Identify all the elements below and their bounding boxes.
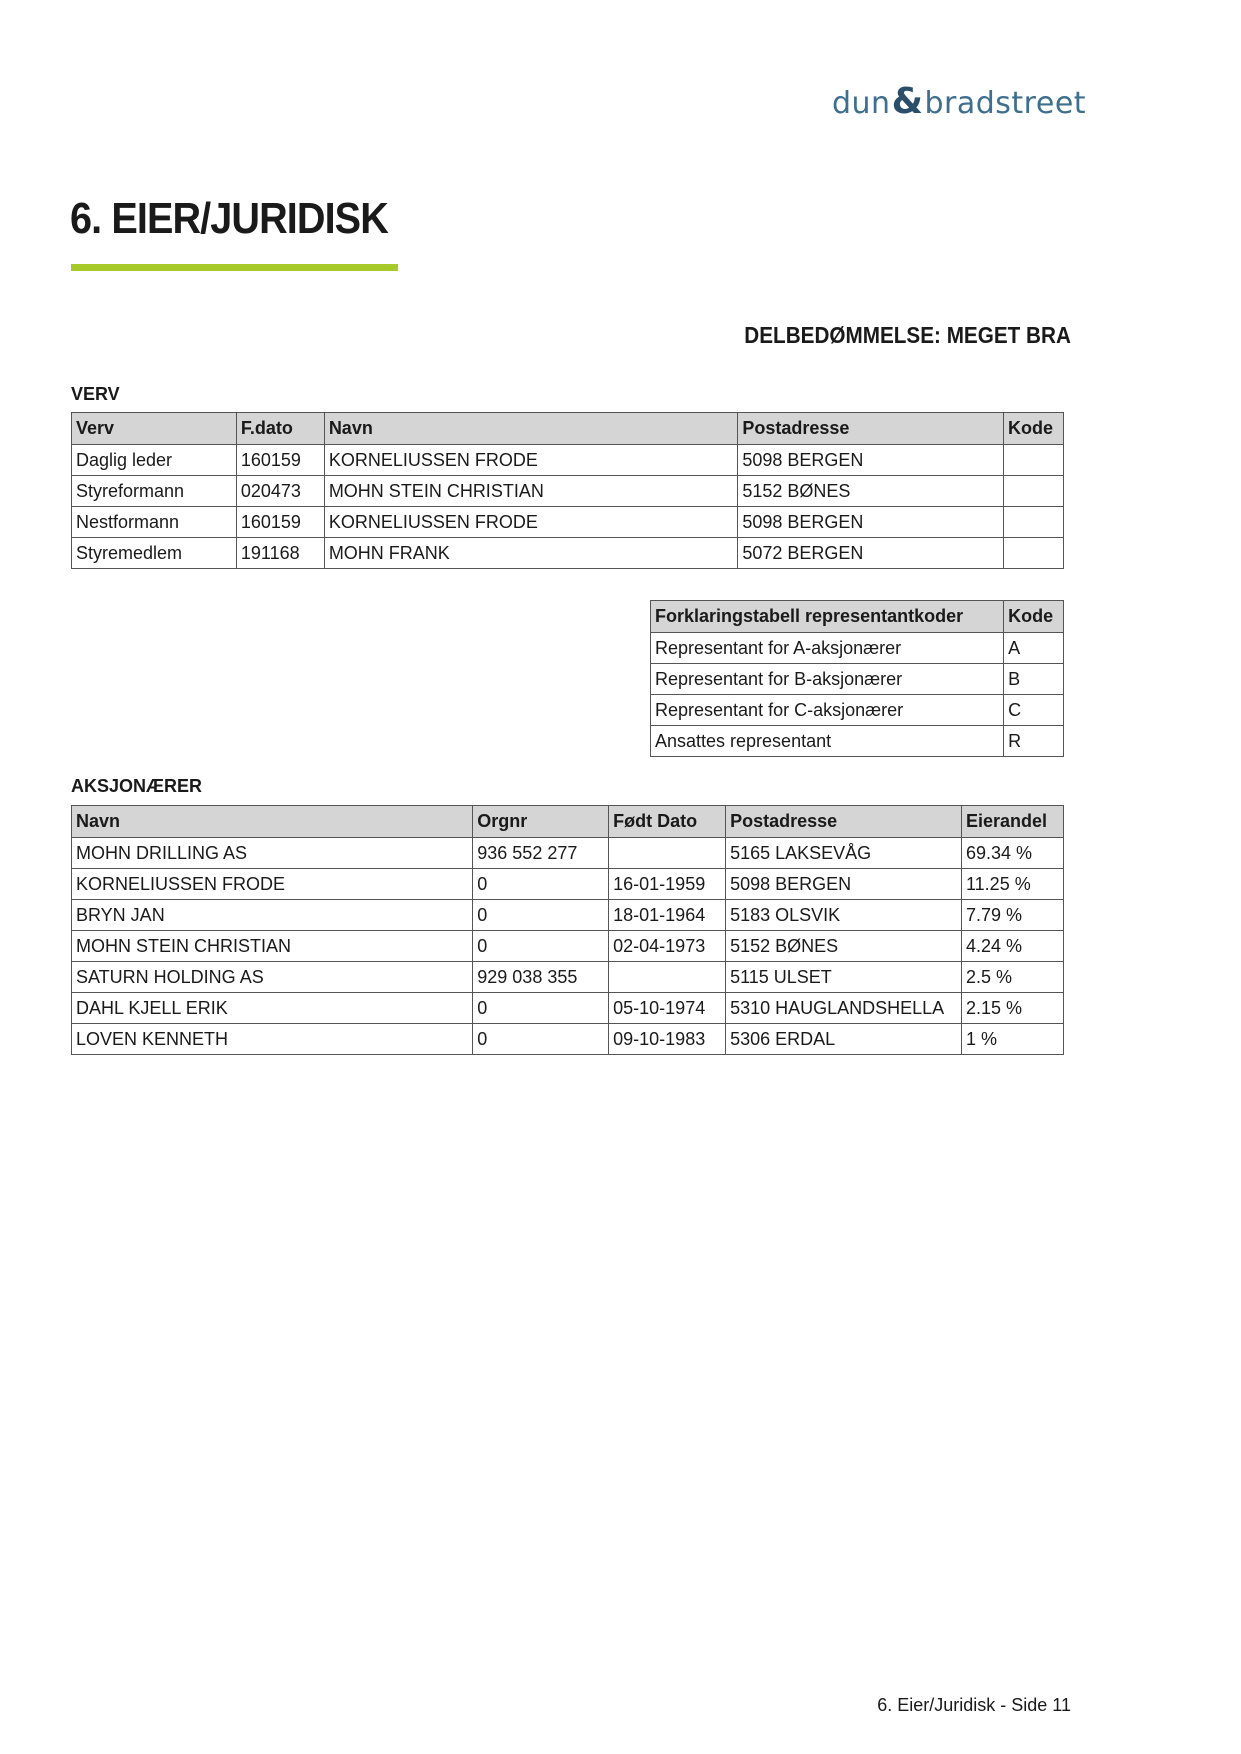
- table-cell: 5098 BERGEN: [738, 445, 1004, 476]
- dun-bradstreet-logo: [832, 82, 1086, 122]
- table-cell: [1003, 445, 1063, 476]
- verv-header-cell: Kode: [1003, 413, 1063, 445]
- table-cell: MOHN DRILLING AS: [72, 838, 473, 869]
- table-row: [72, 993, 1064, 1024]
- shareholders-header-cell: Eierandel: [962, 806, 1064, 838]
- table-cell: Nestformann: [72, 507, 237, 538]
- table-cell: 5183 OLSVIK: [726, 900, 962, 931]
- table-cell: 05-10-1974: [609, 993, 726, 1024]
- page-footer: 6. Eier/Juridisk - Side 11: [877, 1695, 1071, 1715]
- shareholders-table: [71, 805, 1064, 1055]
- table-cell: 5165 LAKSEVÅG: [726, 838, 962, 869]
- table-cell: KORNELIUSSEN FRODE: [72, 869, 473, 900]
- table-row: [72, 962, 1064, 993]
- table-cell: R: [1004, 726, 1064, 757]
- table-cell: 09-10-1983: [609, 1024, 726, 1055]
- table-cell: 5310 HAUGLANDSHELLA: [726, 993, 962, 1024]
- table-row: [651, 633, 1064, 664]
- table-cell: 5152 BØNES: [738, 476, 1004, 507]
- verv-header-cell: Navn: [324, 413, 738, 445]
- logo-ampersand: &: [891, 81, 924, 122]
- table-cell: 929 038 355: [473, 962, 609, 993]
- table-cell: 5098 BERGEN: [738, 507, 1004, 538]
- table-cell: Styremedlem: [72, 538, 237, 569]
- table-cell: MOHN STEIN CHRISTIAN: [324, 476, 738, 507]
- table-cell: Representant for A-aksjonærer: [651, 633, 1004, 664]
- page-title: 6. EIER/JURIDISK: [70, 194, 388, 243]
- table-cell: 5072 BERGEN: [738, 538, 1004, 569]
- rating-label: DELBEDØMMELSE: MEGET BRA: [744, 322, 1071, 348]
- table-cell: A: [1004, 633, 1064, 664]
- table-cell: 5098 BERGEN: [726, 869, 962, 900]
- table-row: [72, 507, 1064, 538]
- table-cell: BRYN JAN: [72, 900, 473, 931]
- verv-header-cell: F.dato: [236, 413, 324, 445]
- table-cell: 160159: [236, 507, 324, 538]
- table-cell: Daglig leder: [72, 445, 237, 476]
- table-cell: 0: [473, 900, 609, 931]
- table-row: [651, 695, 1064, 726]
- table-cell: [1003, 507, 1063, 538]
- table-cell: Representant for B-aksjonærer: [651, 664, 1004, 695]
- shareholders-header-row: [72, 806, 1064, 838]
- table-cell: Styreformann: [72, 476, 237, 507]
- table-cell: KORNELIUSSEN FRODE: [324, 445, 738, 476]
- verv-header-row: [72, 413, 1064, 445]
- table-cell: MOHN FRANK: [324, 538, 738, 569]
- table-cell: SATURN HOLDING AS: [72, 962, 473, 993]
- table-cell: 69.34 %: [962, 838, 1064, 869]
- table-cell: 5152 BØNES: [726, 931, 962, 962]
- table-cell: 2.15 %: [962, 993, 1064, 1024]
- table-cell: 0: [473, 869, 609, 900]
- table-row: [72, 1024, 1064, 1055]
- verv-header-cell: Verv: [72, 413, 237, 445]
- table-cell: 0: [473, 993, 609, 1024]
- verv-section-label: VERV: [71, 384, 120, 404]
- logo-text-dun: dun: [832, 86, 891, 121]
- table-row: [72, 869, 1064, 900]
- codes-header-cell: Forklaringstabell representantkoder: [651, 601, 1004, 633]
- representative-codes-table: [650, 600, 1064, 757]
- table-cell: 5306 ERDAL: [726, 1024, 962, 1055]
- table-row: [72, 838, 1064, 869]
- table-cell: 16-01-1959: [609, 869, 726, 900]
- table-cell: KORNELIUSSEN FRODE: [324, 507, 738, 538]
- title-underline: [71, 264, 398, 271]
- table-cell: LOVEN KENNETH: [72, 1024, 473, 1055]
- codes-header-cell: Kode: [1004, 601, 1064, 633]
- table-cell: 160159: [236, 445, 324, 476]
- table-cell: 2.5 %: [962, 962, 1064, 993]
- table-cell: 11.25 %: [962, 869, 1064, 900]
- table-cell: C: [1004, 695, 1064, 726]
- table-row: [72, 476, 1064, 507]
- table-cell: [609, 962, 726, 993]
- table-cell: DAHL KJELL ERIK: [72, 993, 473, 1024]
- shareholders-header-cell: Navn: [72, 806, 473, 838]
- table-cell: 020473: [236, 476, 324, 507]
- shareholders-header-cell: Orgnr: [473, 806, 609, 838]
- table-cell: Representant for C-aksjonærer: [651, 695, 1004, 726]
- aksjonaerer-section-label: AKSJONÆRER: [71, 776, 203, 796]
- table-cell: Ansattes representant: [651, 726, 1004, 757]
- verv-header-cell: Postadresse: [738, 413, 1004, 445]
- table-cell: 191168: [236, 538, 324, 569]
- table-row: [651, 664, 1064, 695]
- logo-text-bradstreet: bradstreet: [924, 86, 1087, 121]
- table-cell: 4.24 %: [962, 931, 1064, 962]
- table-cell: 02-04-1973: [609, 931, 726, 962]
- shareholders-header-cell: Postadresse: [726, 806, 962, 838]
- table-cell: [1003, 476, 1063, 507]
- table-cell: 5115 ULSET: [726, 962, 962, 993]
- table-cell: 18-01-1964: [609, 900, 726, 931]
- table-row: [72, 445, 1064, 476]
- table-row: [72, 538, 1064, 569]
- table-cell: 936 552 277: [473, 838, 609, 869]
- table-cell: [609, 838, 726, 869]
- codes-header-row: [651, 601, 1064, 633]
- table-row: [72, 900, 1064, 931]
- table-cell: 1 %: [962, 1024, 1064, 1055]
- table-cell: 0: [473, 931, 609, 962]
- table-cell: MOHN STEIN CHRISTIAN: [72, 931, 473, 962]
- table-row: [72, 931, 1064, 962]
- table-cell: 7.79 %: [962, 900, 1064, 931]
- table-cell: B: [1004, 664, 1064, 695]
- table-cell: 0: [473, 1024, 609, 1055]
- table-row: [651, 726, 1064, 757]
- table-cell: [1003, 538, 1063, 569]
- verv-table: [71, 412, 1064, 569]
- shareholders-header-cell: Født Dato: [609, 806, 726, 838]
